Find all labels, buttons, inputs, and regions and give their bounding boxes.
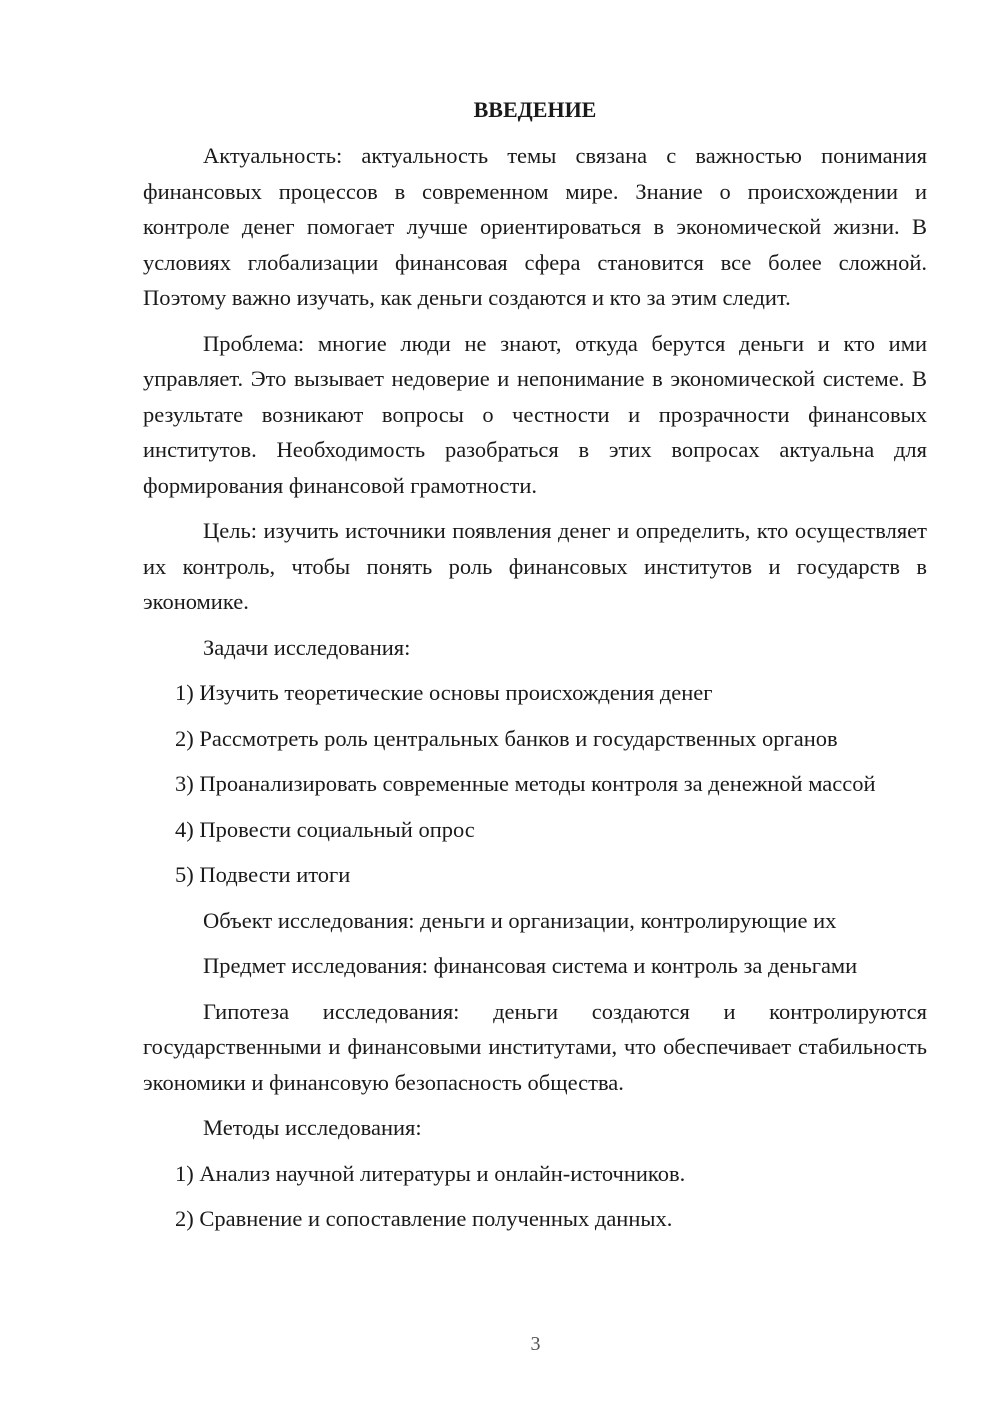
task-item: 4) Провести социальный опрос <box>175 816 475 842</box>
subject-paragraph: Предмет исследования: финансовая система и контроль за деньгами <box>203 953 858 978</box>
methods-heading: Методы исследования: <box>203 1115 422 1140</box>
task-item: 3) Проанализировать современные методы контроля за денежной массой <box>175 771 876 796</box>
method-item: 1) Анализ научной литературы и онлайн-источников. <box>175 1160 686 1186</box>
method-item: 2) Сравнение и сопоставление полученных данных. <box>175 1206 673 1231</box>
page-content <box>143 90 927 1247</box>
object-paragraph: Объект исследования: деньги и организации, контролирующие их <box>203 907 837 933</box>
task-item: 5) Подвести итоги <box>175 862 351 887</box>
task-item: 1) Изучить теоретические основы происхождения денег <box>175 680 713 705</box>
goal-paragraph: Цель: изучить источники появления денег и определить, кто осуществляет их контроль, чтобы понять роль финансовых институтов и государств в экономике. <box>143 518 927 614</box>
tasks-heading: Задачи исследования: <box>203 634 411 660</box>
section-title: ВВЕДЕНИЕ <box>473 97 597 122</box>
task-item: 2) Рассмотреть роль центральных банков и государственных органов <box>175 725 838 751</box>
hypothesis-paragraph: Гипотеза исследования: деньги создаются и контролируются государственными и финансовыми институтами, что обеспечивает стабильность экономики и финансовую безопасность общества. <box>143 998 927 1095</box>
page-number: 3 <box>530 1333 541 1355</box>
problem-paragraph: Проблема: многие люди не знают, откуда берутся деньги и кто ими управляет. Это вызывает недоверие и непонимание в экономической системе. В результате возникают вопросы о честности и прозрачности финансовых институтов. Необходимость разобраться в этих вопросах актуальна для формирования финансовой грамотности. <box>143 330 927 498</box>
relevance-paragraph: Актуальность: актуальность темы связана с важностью понимания финансовых процессов в современном мире. Знание о происхождении и контроле денег помогает лучше ориентироваться в экономической жизни. В условиях глобализации финансовая сфера становится все более сложной. Поэтому важно изучать, как деньги создаются и кто за этим следит. <box>143 143 927 310</box>
